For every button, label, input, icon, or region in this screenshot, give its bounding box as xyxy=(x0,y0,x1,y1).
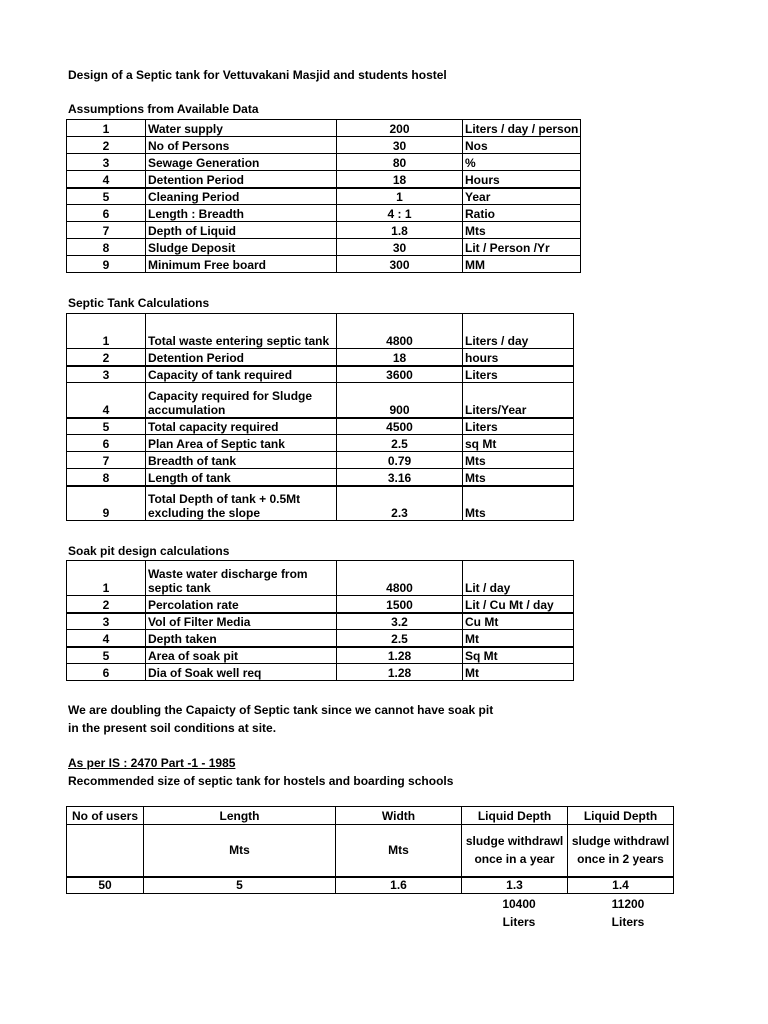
row-number: 9 xyxy=(67,486,146,521)
unit-users xyxy=(67,825,144,877)
capacity-2: 11200 xyxy=(611,897,645,911)
row-value: 30 xyxy=(337,137,463,154)
row-item: Cleaning Period xyxy=(146,188,337,205)
capacity-1: 10400 xyxy=(502,897,536,911)
table-row xyxy=(67,154,581,171)
row-value: 1.28 xyxy=(337,647,463,664)
header-length: Length xyxy=(144,807,336,825)
row-unit: Mts xyxy=(463,452,574,469)
value-length: 5 xyxy=(144,877,336,894)
table-row xyxy=(67,222,581,239)
unit-depth-1: sludge withdrawl once in a year xyxy=(462,825,568,877)
row-item: No of Persons xyxy=(146,137,337,154)
row-unit: hours xyxy=(463,349,574,366)
row-item: Sludge Deposit xyxy=(146,239,337,256)
row-number: 4 xyxy=(67,171,146,188)
table-row xyxy=(67,630,574,647)
row-unit: Lit / day xyxy=(463,561,574,596)
note-line-2: in the present soil conditions at site. xyxy=(68,721,277,735)
row-value: 1.28 xyxy=(337,664,463,681)
row-value: 4 : 1 xyxy=(337,205,463,222)
standard-table xyxy=(66,806,674,894)
row-number: 8 xyxy=(67,469,146,486)
row-number: 6 xyxy=(67,435,146,452)
row-number: 4 xyxy=(67,630,146,647)
row-number: 3 xyxy=(67,366,146,383)
soak-table xyxy=(66,560,574,681)
row-item: Detention Period xyxy=(146,171,337,188)
row-number: 1 xyxy=(67,314,146,349)
row-unit: sq Mt xyxy=(463,435,574,452)
assumptions-table xyxy=(66,119,581,273)
row-number: 7 xyxy=(67,452,146,469)
row-item: Water supply xyxy=(146,120,337,137)
row-item: Length : Breadth xyxy=(146,205,337,222)
row-unit: Mts xyxy=(463,486,574,521)
row-value: 3.2 xyxy=(337,613,463,630)
table-row xyxy=(67,239,581,256)
row-number: 7 xyxy=(67,222,146,239)
row-unit: MM xyxy=(463,256,581,273)
row-item: Vol of Filter Media xyxy=(146,613,337,630)
row-value: 900 xyxy=(337,383,463,418)
header-depth-1: Liquid Depth xyxy=(462,807,568,825)
header-depth-2: Liquid Depth xyxy=(568,807,674,825)
assumptions-heading: Assumptions from Available Data xyxy=(68,102,259,116)
row-unit: Year xyxy=(463,188,581,205)
row-item: Detention Period xyxy=(146,349,337,366)
row-value: 4800 xyxy=(337,314,463,349)
standard-reference: As per IS : 2470 Part -1 - 1985 xyxy=(68,756,236,770)
table-row xyxy=(67,613,574,630)
table-row xyxy=(67,188,581,205)
table-row xyxy=(67,647,574,664)
row-value: 2.3 xyxy=(337,486,463,521)
value-depth-1: 1.3 xyxy=(462,877,568,894)
table-row xyxy=(67,561,574,596)
row-value: 1 xyxy=(337,188,463,205)
row-item: Capacity of tank required xyxy=(146,366,337,383)
row-item: Area of soak pit xyxy=(146,647,337,664)
row-unit: Ratio xyxy=(463,205,581,222)
row-number: 1 xyxy=(67,120,146,137)
row-unit: Mt xyxy=(463,664,574,681)
row-item: Depth taken xyxy=(146,630,337,647)
unit-length: Mts xyxy=(144,825,336,877)
row-value: 2.5 xyxy=(337,435,463,452)
row-value: 4800 xyxy=(337,561,463,596)
row-item: Breadth of tank xyxy=(146,452,337,469)
table-row xyxy=(67,596,574,613)
row-unit: Liters xyxy=(463,366,574,383)
table-row xyxy=(67,435,574,452)
standard-description: Recommended size of septic tank for hostels and boarding schools xyxy=(68,774,454,788)
row-number: 2 xyxy=(67,596,146,613)
septic-heading: Septic Tank Calculations xyxy=(68,296,210,310)
capacity-1-unit: Liters xyxy=(502,915,536,929)
row-value: 4500 xyxy=(337,418,463,435)
row-unit: Hours xyxy=(463,171,581,188)
row-unit: Liters / day xyxy=(463,314,574,349)
table-row xyxy=(67,171,581,188)
row-value: 3600 xyxy=(337,366,463,383)
capacity-2-unit: Liters xyxy=(611,915,645,929)
row-unit: % xyxy=(463,154,581,171)
row-item: Length of tank xyxy=(146,469,337,486)
row-value: 1.8 xyxy=(337,222,463,239)
table-row xyxy=(67,349,574,366)
row-item: Capacity required for Sludge accumulation xyxy=(146,383,337,418)
row-unit: Mts xyxy=(463,469,574,486)
row-value: 18 xyxy=(337,349,463,366)
row-unit: Liters xyxy=(463,418,574,435)
document-title: Design of a Septic tank for Vettuvakani Masjid and students hostel xyxy=(68,68,447,82)
row-unit: Nos xyxy=(463,137,581,154)
table-row xyxy=(67,452,574,469)
row-number: 2 xyxy=(67,349,146,366)
row-item: Total waste entering septic tank xyxy=(146,314,337,349)
table-row xyxy=(67,314,574,349)
row-value: 200 xyxy=(337,120,463,137)
unit-depth-2: sludge withdrawl once in 2 years xyxy=(568,825,674,877)
table-row xyxy=(67,664,574,681)
septic-table xyxy=(66,313,574,521)
row-unit: Liters / day / person xyxy=(463,120,581,137)
header-users: No of users xyxy=(67,807,144,825)
row-number: 6 xyxy=(67,664,146,681)
row-number: 5 xyxy=(67,188,146,205)
row-value: 3.16 xyxy=(337,469,463,486)
table-row xyxy=(67,418,574,435)
row-item: Sewage Generation xyxy=(146,154,337,171)
soak-heading: Soak pit design calculations xyxy=(68,544,230,558)
value-depth-2: 1.4 xyxy=(568,877,674,894)
row-unit: Cu Mt xyxy=(463,613,574,630)
table-row xyxy=(67,486,574,521)
table-row xyxy=(67,137,581,154)
row-unit: Lit / Cu Mt / day xyxy=(463,596,574,613)
row-unit: Lit / Person /Yr xyxy=(463,239,581,256)
row-item: Plan Area of Septic tank xyxy=(146,435,337,452)
row-item: Minimum Free board xyxy=(146,256,337,273)
row-value: 2.5 xyxy=(337,630,463,647)
row-item: Percolation rate xyxy=(146,596,337,613)
row-number: 1 xyxy=(67,561,146,596)
row-unit: Sq Mt xyxy=(463,647,574,664)
table-row xyxy=(67,469,574,486)
row-item: Dia of Soak well req xyxy=(146,664,337,681)
row-number: 6 xyxy=(67,205,146,222)
row-value: 300 xyxy=(337,256,463,273)
row-item: Total Depth of tank + 0.5Mt excluding the slope xyxy=(146,486,337,521)
row-value: 80 xyxy=(337,154,463,171)
row-value: 1500 xyxy=(337,596,463,613)
row-unit: Mts xyxy=(463,222,581,239)
value-width: 1.6 xyxy=(336,877,462,894)
value-users: 50 xyxy=(67,877,144,894)
row-number: 3 xyxy=(67,613,146,630)
row-unit: Liters/Year xyxy=(463,383,574,418)
row-number: 5 xyxy=(67,418,146,435)
row-item: Depth of Liquid xyxy=(146,222,337,239)
table-row xyxy=(67,256,581,273)
table-row xyxy=(67,205,581,222)
row-number: 4 xyxy=(67,383,146,418)
row-number: 8 xyxy=(67,239,146,256)
header-width: Width xyxy=(336,807,462,825)
note-line-1: We are doubling the Capaicty of Septic tank since we cannot have soak pit xyxy=(68,703,494,717)
table-row xyxy=(67,366,574,383)
row-value: 18 xyxy=(337,171,463,188)
row-number: 5 xyxy=(67,647,146,664)
table-row xyxy=(67,120,581,137)
row-unit: Mt xyxy=(463,630,574,647)
row-number: 9 xyxy=(67,256,146,273)
row-item: Total capacity required xyxy=(146,418,337,435)
row-item: Waste water discharge from septic tank xyxy=(146,561,337,596)
row-number: 3 xyxy=(67,154,146,171)
table-row xyxy=(67,383,574,418)
unit-width: Mts xyxy=(336,825,462,877)
row-value: 0.79 xyxy=(337,452,463,469)
row-number: 2 xyxy=(67,137,146,154)
row-value: 30 xyxy=(337,239,463,256)
